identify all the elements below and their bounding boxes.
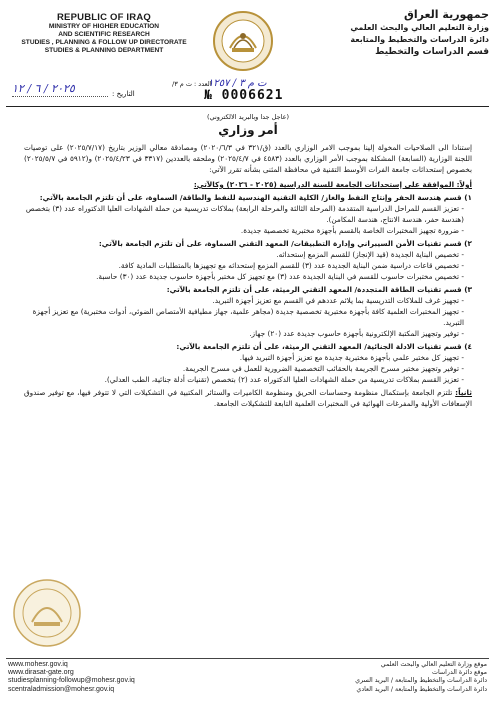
header-en-directorate: STUDIES , PLANNING & FOLLOW UP DIRECTORATE xyxy=(21,39,187,46)
header-ar-department: قسم الدراسات والتخطيط xyxy=(375,47,489,57)
item-bullet: - تخصيص قاعات دراسية ضمن البناية الجديدة عدد (٣) للقسم المزمع إستحداثه مع تجهيزها بالمتطلبات المادية كافة. xyxy=(118,261,464,270)
list-item xyxy=(24,341,472,385)
item-title: ٢) قسم تقنيات الأمن السيبراني وإدارة التطبيقات/ المعهد التقني السماوة، على أن تلتزم الجامعة بالآتي: xyxy=(98,239,472,248)
item-bullet: - تخصيص مختبرات حاسوب للقسم في البناية الجديدة عدد (٣) مع تجهيز كل مختبر بأجهزة حاسوب جديدة عدد (٣٠) حاسبة. xyxy=(96,272,464,281)
serial-number: № 0006621 xyxy=(204,88,284,103)
footer-labels xyxy=(355,661,487,694)
item-bullet: - تجهيز غرف للملاكات التدريسية بما يلائم عددهم في القسم مع تعزيز أجهزة التبريد. xyxy=(212,296,464,305)
header-ar-ministry: وزارة التعليم العالي والبحث العلمي xyxy=(350,23,489,32)
footer-label-secret-mail: دائرة الدراسات والتخطيط والمتابعة / البريد السري xyxy=(355,677,487,685)
number-label: العدد : ت م ٣/ xyxy=(172,80,212,88)
classification-note: (عاجل جدا وبالبريد الالكتروني) xyxy=(207,113,289,121)
item-title: ٤) قسم تقنيات الادلة الجنائية/ المعهد التقني الرميثة، على أن تلتزم الجامعة بالآتي: xyxy=(176,342,472,351)
number-handwritten: ت م ٣ / ١٢٥٧ xyxy=(208,78,267,89)
item-bullet: - تجهيز المختبرات العلمية كافة بأجهزة مختبرية تخصصية جديدة (مجاهر علمية، جهاز مطيافية الأمتصاص الضوئي، أدوات مختبرية) مع تعزيز أجهزة التبريد. xyxy=(32,307,464,327)
footer-label-regular-mail: دائرة الدراسات والتخطيط والمتابعة / البريد العادي xyxy=(356,685,487,693)
section-second xyxy=(24,387,472,409)
footer-label-ministry-site: موقع وزارة التعليم العالي والبحث العلمي xyxy=(380,661,487,668)
item-bullet: - تعزيز القسم بملاكات تدريسية من حملة الشهادات العليا الدكتوراه عدد (٢) بتخصص (تقنيات أدلة جنائية، الطب العدلي). xyxy=(104,375,464,384)
document-body xyxy=(24,112,472,413)
header-en-country: REPUBLIC OF IRAQ xyxy=(57,12,151,23)
item-bullet: - تجهيز كل مختبر علمي بأجهزة مختبرية جديدة مع تعزيز أجهزة التبريد فيها. xyxy=(239,353,464,362)
footer-links xyxy=(8,661,135,694)
item-bullet: - ضرورة تجهيز المختبرات الخاصة بالقسم بأجهزة مختبرية تخصصية جديدة. xyxy=(240,226,464,235)
header-arabic xyxy=(311,8,489,59)
footer-divider xyxy=(6,658,489,659)
item-bullet: - توفير وتجهيز مختبر مسرح الجريمة بالحقائب التخصصية الضرورية للعمل في مسرح الجريمة. xyxy=(182,364,464,373)
item-title: ٣) قسم تقنيات الطاقة المتجددة/ المعهد التقني الرميثة، على أن تلتزم الجامعة بالآتي: xyxy=(166,285,472,294)
footer-link-website[interactable]: www.mohesr.gov.iq xyxy=(8,661,68,668)
item-bullet: - تعزيز القسم للمراحل الدراسية المتقدمة (المرحلة الثالثة والمرحلة الرابعة) بملاكات تدريسية من حملة الشهادات العليا الدكتوراه عدد (٣) بتخصص (هندسة حفر، هندسة الانتاج، هندسة المكامن). xyxy=(25,204,464,224)
item-bullet: - تخصيص البناية الجديدة (قيد الإنجاز) للقسم المزمع إستحداثه. xyxy=(276,250,464,259)
item-title: ١) قسم هندسة الحفر وإنتاج النفط والغاز/ الكلية التقنية الهندسية للنفط والطاقة/ السماوة، على أن تلتزم الجامعة بالآتي: xyxy=(39,193,472,202)
footer-label-dept-site: موقع دائرة الدراسات xyxy=(432,669,487,677)
footer-link-dirasat[interactable]: www.dirasat-gate.org xyxy=(8,669,74,677)
date-underline xyxy=(12,96,108,97)
date-handwritten: ٢٠٢٥ / ٦ / ١٢ xyxy=(12,82,75,95)
item-bullet: - توفير وتجهيز المكتبة الإلكترونية بأجهزة حاسوب جديدة عدد (٢٠) جهاز. xyxy=(249,329,464,338)
section-second-text: تلتزم الجامعة بإستكمال منظومة وحساسات الحريق ومنظومة الكاميرات والستائر المكتبية في التشكيلات التي لا تتوفر فيها، مع توفير صندوق الإسعافات الأولية والمفرغات الهوائية في المختبرات العلمية التابعة للتشكيلات الجامعة. xyxy=(24,388,472,408)
list-item xyxy=(24,192,472,236)
intro-paragraph: إستنادا الى الصلاحيات المخولة إلينا بموجب الامر الوزاري بالعدد (ق/٣٢١ في ٢٠٢٠/٦/٣) ومصادقة معالي الوزير بتاريخ (٢٠٢٥/٧/١٧) على توصيات اللجنة الوزارية (السابعة) المشكلة بموجب الأمر الوزاري بالعدد (٤٥٨٣ في ٢٠٢٥/٤/٧) وملحقه بالعددين (٣٣١٧ في ٢٠٢٥/٤/٢٣) و(٥٩١٢ في ٢٠٢٥/٥/٧) بخصوص إستحداثات جامعة الفرات الأوسط التقنية في محافظة المثنى بشأنه تقرر الآتي: xyxy=(24,143,473,174)
footer-link-email-planning[interactable]: studiesplanning-followup@mohesr.gov.iq xyxy=(8,677,135,685)
header-en-ministry: MINISTRY OF HIGHER EDUCATION xyxy=(48,23,160,30)
document-title: أمر وزاري xyxy=(218,123,278,137)
header-ar-directorate: دائرة الدراسات والتخطيط والمتابعة xyxy=(350,35,489,44)
footer-link-email-admission[interactable]: scentraladmission@mohesr.gov.iq xyxy=(8,685,115,693)
date-label: التاريخ : xyxy=(112,90,135,98)
header-en-ministry-2: AND SCIENTIFIC RESEARCH xyxy=(58,31,150,38)
list-item xyxy=(24,284,472,339)
header-english xyxy=(4,12,204,55)
header-divider xyxy=(6,106,489,107)
watermark-seal-logo xyxy=(12,578,82,648)
header-ar-country: جمهورية العراق xyxy=(404,8,489,21)
header-en-department: STUDIES & PLANNING DEPARTMENT xyxy=(44,47,164,54)
date-field xyxy=(8,80,168,104)
ministry-seal-logo xyxy=(212,10,274,72)
section-second-label: ثانياً: xyxy=(455,388,473,397)
section-first-heading: أولاً: الموافقة على إستحداثات الجامعة للسنة الدراسية (٢٠٢٥ - ٢٠٢٦) وكالآتي: xyxy=(193,180,472,189)
list-item xyxy=(24,238,472,282)
